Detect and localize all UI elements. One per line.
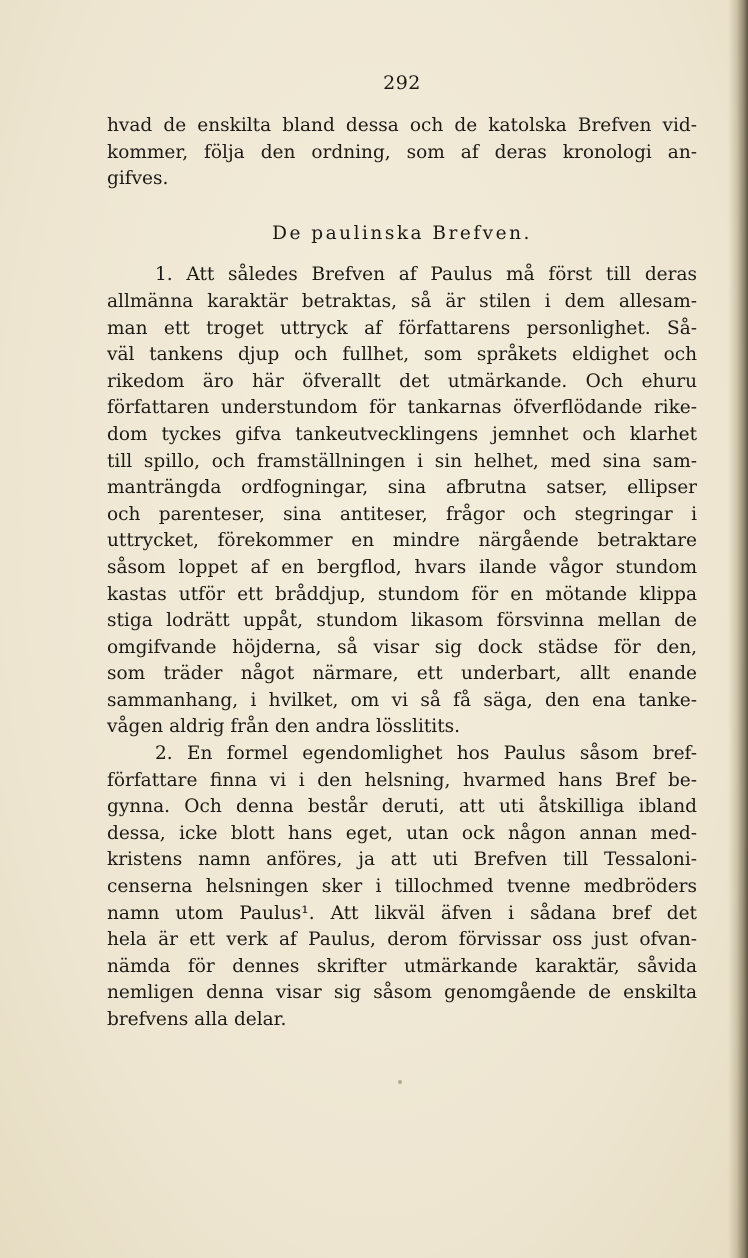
text-line: hvad de enskilta bland dessa och de katolska Brefven vid- [107,115,697,136]
text-line: 2. En formel egendomlighet hos Paulus såsom bref- [155,743,697,765]
text-line: hela är ett verk af Paulus, derom förvissar oss just ofvan- [107,929,697,951]
text-line: författaren understundom för tankarnas öfverflödande rike- [107,397,697,419]
page-number: 292 [383,72,421,94]
text-line: författare finna vi i den helsning, hvarmed hans Bref be- [107,769,697,791]
text-line: kommer, följa den ordning, som af deras kronologi an- [107,141,697,163]
text-line: nemligen denna visar sig såsom genomgående de enskilta [107,982,697,1004]
text-line: omgifvande höjderna, så visar sig dock städse för den, [107,636,697,658]
text-line: dom tyckes gifva tankeutvecklingens jemnhet och klarhet [107,423,697,445]
text-line: sammanhang, i hvilket, om vi så få säga, den ena tanke- [107,689,697,711]
page-edge-shadow [728,0,748,1258]
text-line: gynna. Och denna består deruti, att uti åtskilliga ibland [107,796,697,818]
text-line: som träder något närmare, ett underbart, allt enande [107,663,697,685]
paper-speck [398,1080,402,1084]
section-heading: De paulinska Brefven. [272,222,532,244]
text-line: nämda för dennes skrifter utmärkande karaktär, såvida [107,955,697,977]
text-block [107,113,697,1034]
text-line: stiga lodrätt uppåt, stundom likasom försvinna mellan de [107,610,697,632]
text-line: namn utom Paulus¹. Att likväl äfven i sådana bref det [107,902,697,924]
text-line: till spillo, och framställningen i sin helhet, med sina sam- [107,450,697,472]
intro-paragraph [107,113,697,193]
text-line: allmänna karaktär betraktas, så är stilen i dem allesam- [107,290,697,312]
text-line: rikedom äro här öfverallt det utmärkande. Och ehuru [107,370,697,392]
text-line: uttrycket, förekommer en mindre närgående betraktare [107,530,697,552]
text-line: brefvens alla delar. [107,1009,287,1030]
text-line: gifves. [107,168,169,190]
paragraph-2 [107,741,697,1034]
paragraph-1 [107,262,697,741]
text-line: kristens namn anföres, ja att uti Brefven till Tessaloni- [107,849,697,871]
text-line: dessa, icke blott hans eget, utan ock någon annan med- [107,822,697,844]
text-line: väl tankens djup och fullhet, som språkets eldighet och [107,344,697,366]
text-line: kastas utför ett bråddjup, stundom för en mötande klippa [107,583,697,605]
text-line: censerna helsningen sker i tillochmed tvenne medbröders [107,876,697,898]
text-line: 1. Att således Brefven af Paulus må först till deras [155,264,697,286]
text-line: och parenteser, sina antiteser, frågor och stegringar i [107,503,697,525]
text-line: vågen aldrig från den andra lösslitits. [107,716,461,738]
text-line: manträngda ordfogningar, sina afbrutna satser, ellipser [107,477,697,499]
text-line: man ett troget uttryck af författarens personlighet. Så- [107,317,697,339]
text-line: såsom loppet af en bergflod, hvars ilande vågor stundom [107,556,697,578]
